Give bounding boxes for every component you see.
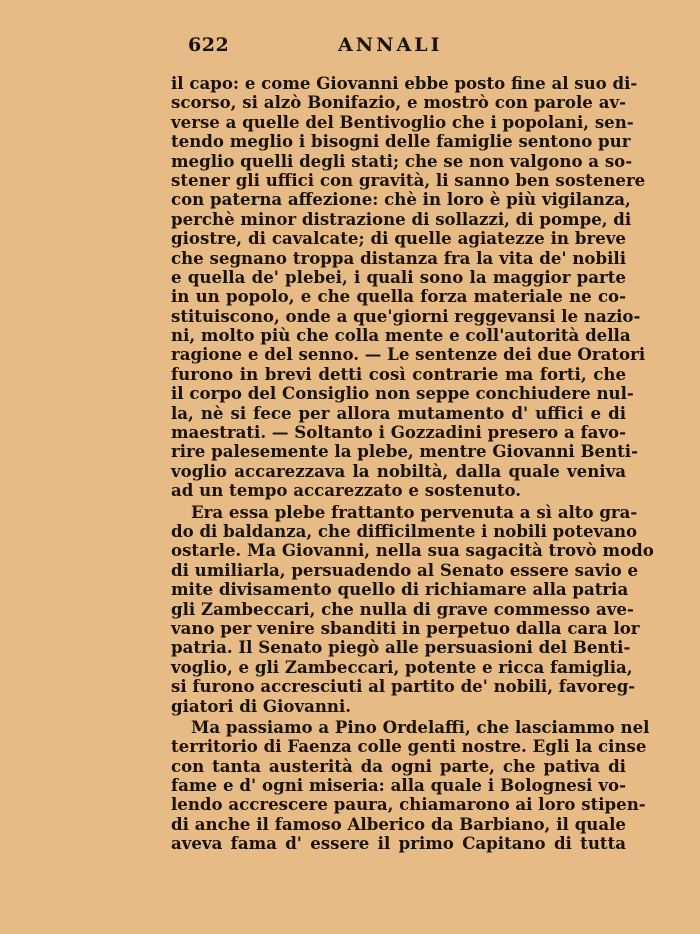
text-line: verse a quelle del Bentivoglio che i popolani, sen- <box>171 111 634 132</box>
text-line: ragione e del senno. — Le sentenze dei due Oratori <box>171 344 646 365</box>
text-line: stener gli uffici con gravità, li sanno ben sostenere <box>171 169 646 190</box>
text-line: vano per venire sbanditi in perpetuo dalla cara lor <box>171 617 640 638</box>
text-line: rire palesemente la plebe, mentre Giovanni Benti- <box>171 441 638 462</box>
text-line: lendo accrescere paura, chiamarono ai loro stipen- <box>171 794 646 815</box>
text-line: scorso, si alzò Bonifazio, e mostrò con parole av- <box>171 92 626 113</box>
text-line: di umiliarla, persuadendo al Senato essere savio e <box>171 559 639 580</box>
text-line: con paterna affezione: chè in loro è più vigilanza, <box>171 189 631 210</box>
text-line: il capo: e come Giovanni ebbe posto fine al suo di- <box>171 73 638 93</box>
text-line: giatori di Giovanni. <box>171 695 352 716</box>
text-line: meglio quelli degli stati; che se non valgono a so- <box>171 150 633 171</box>
text-line: di anche il famoso Alberico da Barbiano, il quale <box>171 813 626 834</box>
text-line: perchè minor distrazione di sollazzi, di pompe, di <box>171 208 632 229</box>
text-line: il corpo del Consiglio non seppe conchiudere nul- <box>171 383 634 404</box>
text-line: e quella de' plebei, i quali sono la maggior parte <box>171 266 626 287</box>
text-line: Era essa plebe frattanto pervenuta a sì alto gra- <box>191 501 638 522</box>
text-line: mite divisamento quello di richiamare alla patria <box>171 579 629 600</box>
text-line: giostre, di cavalcate; di quelle agiatezze in breve <box>171 228 626 249</box>
text-line: voglio accarezzava la nobiltà, dalla quale veniva <box>171 460 626 481</box>
paragraph <box>171 716 650 854</box>
text-line: fame e d' ogni miseria: alla quale i Bolognesi vo- <box>171 775 626 796</box>
text-line: che segnano troppa distanza fra la vita de' nobili <box>171 247 626 268</box>
text-line: gli Zambeccari, che nulla di grave commesso ave- <box>171 598 634 619</box>
paragraph <box>171 501 654 716</box>
text-line: patria. Il Senato piegò alle persuasioni del Benti- <box>171 637 631 658</box>
text-line: ostarle. Ma Giovanni, nella sua sagacità trovò modo <box>171 540 654 561</box>
paragraph <box>171 73 646 501</box>
text-line: si furono accresciuti al partito de' nobili, favoreg- <box>171 676 636 697</box>
text-line: aveva fama d' essere il primo Capitano di tutta <box>171 833 626 854</box>
text-line: in un popolo, e che quella forza materiale ne co- <box>171 286 626 307</box>
text-line: ni, molto più che colla mente e coll'autorità della <box>171 325 631 346</box>
text-line: territorio di Faenza colle genti nostre. Egli la cinse <box>171 736 647 757</box>
page-header <box>0 34 700 58</box>
body-text <box>171 73 654 854</box>
text-line: con tanta austerità da ogni parte, che pativa di <box>171 755 626 776</box>
text-line: furono in brevi detti così contrarie ma forti, che <box>171 363 626 384</box>
text-line: voglio, e gli Zambeccari, potente e ricca famiglia, <box>171 656 633 677</box>
text-line: maestrati. — Soltanto i Gozzadini presero a favo- <box>171 422 626 443</box>
running-title: ANNALI <box>338 34 443 56</box>
text-line: do di baldanza, che difficilmente i nobili potevano <box>171 520 638 541</box>
text-line: stituiscono, onde a que'giorni reggevansi le nazio- <box>171 305 641 326</box>
page-number: 622 <box>188 34 230 56</box>
text-line: tendo meglio i bisogni delle famiglie sentono pur <box>171 131 631 152</box>
text-line: Ma passiamo a Pino Ordelaffi, che lasciammo nel <box>191 716 650 737</box>
text-line: la, nè si fece per allora mutamento d' uffici e di <box>171 402 626 423</box>
text-line: ad un tempo accarezzato e sostenuto. <box>171 480 522 501</box>
